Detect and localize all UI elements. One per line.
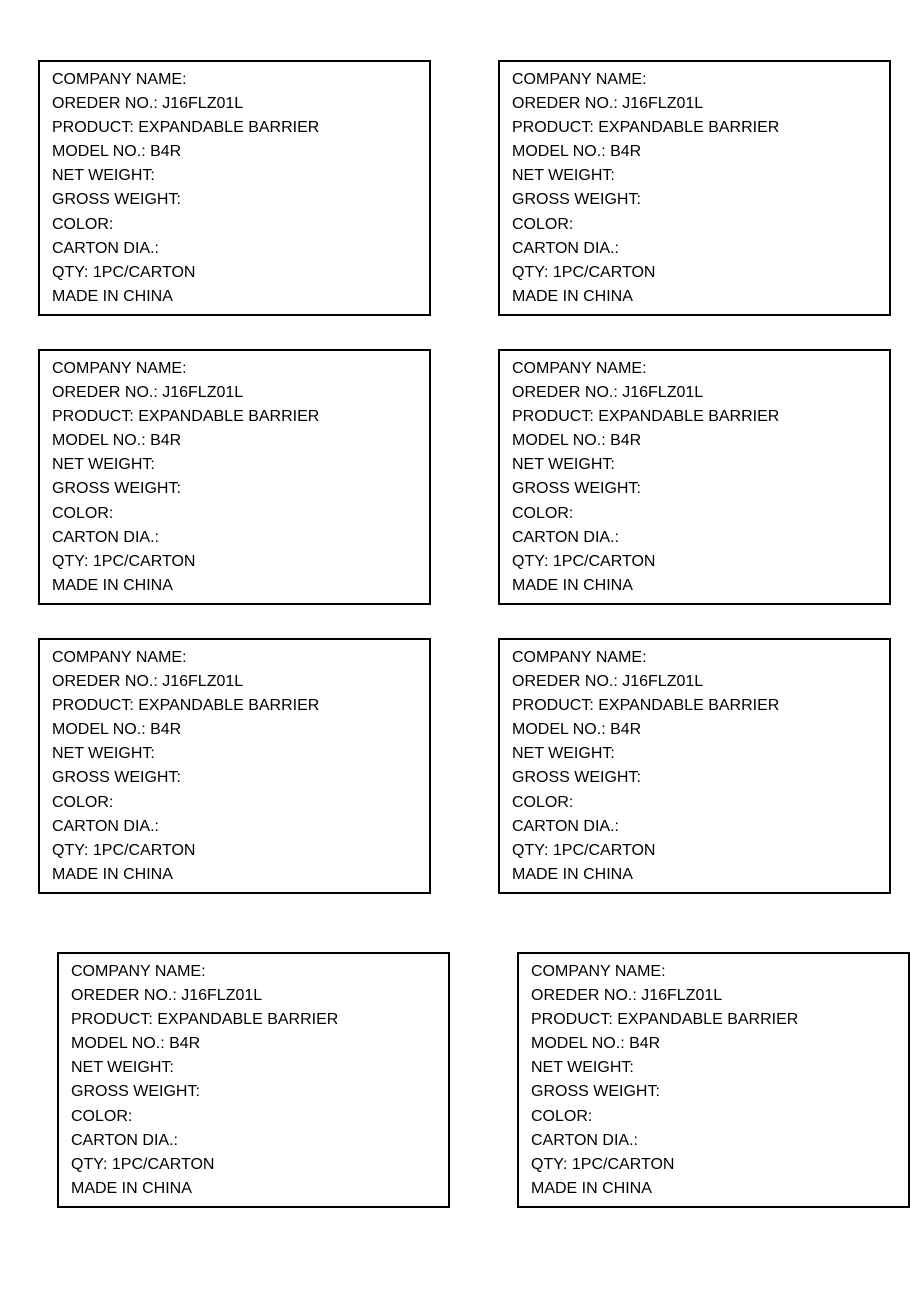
color-line: COLOR: [52, 215, 114, 233]
quantity-line: QTY: 1PC/CARTON [52, 263, 196, 281]
origin-line: MADE IN CHINA [52, 287, 173, 305]
net-weight-line: NET WEIGHT: [512, 456, 615, 474]
origin-line: MADE IN CHINA [52, 865, 173, 883]
company-name-line: COMPANY NAME: [52, 71, 187, 88]
product-line: PRODUCT: EXPANDABLE BARRIER [512, 697, 780, 715]
shipping-label [517, 952, 910, 1208]
quantity-line: QTY: 1PC/CARTON [512, 552, 656, 570]
company-name-line: COMPANY NAME: [52, 360, 187, 377]
carton-dimensions-line: CARTON DIA.: [71, 1131, 178, 1149]
order-number-line: OREDER NO.: J16FLZ01L [52, 95, 244, 113]
company-name-line: COMPANY NAME: [512, 360, 647, 377]
model-number-line: MODEL NO.: B4R [531, 1035, 661, 1053]
order-number-line: OREDER NO.: J16FLZ01L [531, 987, 723, 1005]
order-number-line: OREDER NO.: J16FLZ01L [512, 673, 704, 691]
gross-weight-line: GROSS WEIGHT: [52, 480, 181, 498]
shipping-label [38, 60, 431, 316]
company-name-line: COMPANY NAME: [71, 963, 206, 980]
order-number-line: OREDER NO.: J16FLZ01L [52, 384, 244, 402]
shipping-label [498, 60, 891, 316]
quantity-line: QTY: 1PC/CARTON [52, 552, 196, 570]
product-line: PRODUCT: EXPANDABLE BARRIER [52, 408, 320, 426]
product-line: PRODUCT: EXPANDABLE BARRIER [71, 1011, 339, 1029]
shipping-label [38, 638, 431, 894]
company-name-line: COMPANY NAME: [512, 71, 647, 88]
company-name-line: COMPANY NAME: [52, 649, 187, 666]
order-number-line: OREDER NO.: J16FLZ01L [71, 987, 263, 1005]
model-number-line: MODEL NO.: B4R [71, 1035, 201, 1053]
color-line: COLOR: [531, 1107, 593, 1125]
model-number-line: MODEL NO.: B4R [512, 143, 642, 161]
carton-dimensions-line: CARTON DIA.: [531, 1131, 638, 1149]
product-line: PRODUCT: EXPANDABLE BARRIER [531, 1011, 799, 1029]
product-line: PRODUCT: EXPANDABLE BARRIER [512, 408, 780, 426]
color-line: COLOR: [512, 215, 574, 233]
origin-line: MADE IN CHINA [52, 576, 173, 594]
model-number-line: MODEL NO.: B4R [52, 432, 182, 450]
net-weight-line: NET WEIGHT: [512, 167, 615, 185]
product-line: PRODUCT: EXPANDABLE BARRIER [512, 119, 780, 137]
color-line: COLOR: [52, 793, 114, 811]
quantity-line: QTY: 1PC/CARTON [531, 1155, 675, 1173]
order-number-line: OREDER NO.: J16FLZ01L [52, 673, 244, 691]
quantity-line: QTY: 1PC/CARTON [512, 263, 656, 281]
shipping-label [57, 952, 450, 1208]
order-number-line: OREDER NO.: J16FLZ01L [512, 95, 704, 113]
company-name-line: COMPANY NAME: [512, 649, 647, 666]
product-line: PRODUCT: EXPANDABLE BARRIER [52, 119, 320, 137]
gross-weight-line: GROSS WEIGHT: [512, 480, 641, 498]
net-weight-line: NET WEIGHT: [52, 167, 155, 185]
origin-line: MADE IN CHINA [512, 576, 633, 594]
carton-dimensions-line: CARTON DIA.: [52, 239, 159, 257]
model-number-line: MODEL NO.: B4R [512, 721, 642, 739]
origin-line: MADE IN CHINA [531, 1179, 652, 1197]
color-line: COLOR: [71, 1107, 133, 1125]
shipping-label [38, 349, 431, 605]
quantity-line: QTY: 1PC/CARTON [71, 1155, 215, 1173]
net-weight-line: NET WEIGHT: [52, 745, 155, 763]
product-line: PRODUCT: EXPANDABLE BARRIER [52, 697, 320, 715]
origin-line: MADE IN CHINA [512, 865, 633, 883]
gross-weight-line: GROSS WEIGHT: [531, 1083, 660, 1101]
model-number-line: MODEL NO.: B4R [52, 721, 182, 739]
company-name-line: COMPANY NAME: [531, 963, 666, 980]
carton-dimensions-line: CARTON DIA.: [52, 817, 159, 835]
quantity-line: QTY: 1PC/CARTON [512, 841, 656, 859]
origin-line: MADE IN CHINA [512, 287, 633, 305]
net-weight-line: NET WEIGHT: [512, 745, 615, 763]
carton-dimensions-line: CARTON DIA.: [512, 528, 619, 546]
net-weight-line: NET WEIGHT: [71, 1059, 174, 1077]
gross-weight-line: GROSS WEIGHT: [71, 1083, 200, 1101]
gross-weight-line: GROSS WEIGHT: [512, 769, 641, 787]
color-line: COLOR: [512, 793, 574, 811]
gross-weight-line: GROSS WEIGHT: [52, 769, 181, 787]
net-weight-line: NET WEIGHT: [531, 1059, 634, 1077]
quantity-line: QTY: 1PC/CARTON [52, 841, 196, 859]
gross-weight-line: GROSS WEIGHT: [512, 191, 641, 209]
shipping-label [498, 638, 891, 894]
model-number-line: MODEL NO.: B4R [512, 432, 642, 450]
carton-dimensions-line: CARTON DIA.: [512, 239, 619, 257]
shipping-label [498, 349, 891, 605]
origin-line: MADE IN CHINA [71, 1179, 192, 1197]
order-number-line: OREDER NO.: J16FLZ01L [512, 384, 704, 402]
carton-dimensions-line: CARTON DIA.: [512, 817, 619, 835]
gross-weight-line: GROSS WEIGHT: [52, 191, 181, 209]
color-line: COLOR: [512, 504, 574, 522]
net-weight-line: NET WEIGHT: [52, 456, 155, 474]
carton-dimensions-line: CARTON DIA.: [52, 528, 159, 546]
color-line: COLOR: [52, 504, 114, 522]
model-number-line: MODEL NO.: B4R [52, 143, 182, 161]
